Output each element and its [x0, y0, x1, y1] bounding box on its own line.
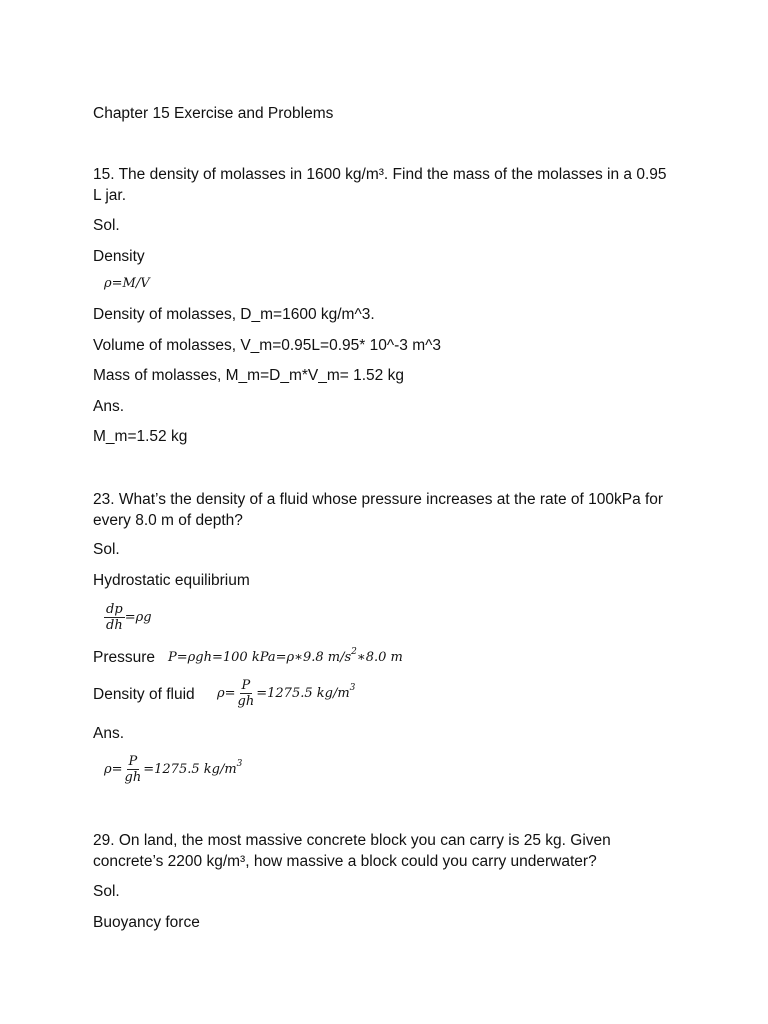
- hydrostatic-equation: [104, 602, 152, 633]
- density-formula: ρ=M/V: [104, 276, 150, 291]
- problem-23-answer-equation: [104, 754, 242, 785]
- density-eq-exponent: 3: [349, 683, 356, 693]
- pressure-label: Pressure: [93, 649, 156, 666]
- pressure-equation: [168, 647, 403, 665]
- pressure-eq-part-a: P=ρgh=100 kPa=ρ∗9.8 m/s: [168, 650, 352, 665]
- density-eq-rhs: =1275.5 kg/m: [256, 686, 350, 701]
- problem-23-heading: Hydrostatic equilibrium: [93, 572, 250, 589]
- problem-15-heading: Density: [93, 248, 145, 265]
- answer-eq-rhs: =1275.5 kg/m: [143, 762, 237, 777]
- fraction-denominator: dh: [106, 618, 123, 633]
- problem-29-sol-label: Sol.: [93, 883, 120, 900]
- fraction-denominator: gh: [124, 770, 142, 785]
- pressure-eq-part-b: ∗8.0 m: [356, 650, 403, 665]
- p-over-gh-fraction: [123, 754, 144, 785]
- fraction-denominator: gh: [237, 694, 255, 709]
- volume-of-molasses-line: Volume of molasses, V_m=0.95L=0.95* 10^-3 m^3: [93, 337, 441, 354]
- chapter-title: Chapter 15 Exercise and Problems: [93, 105, 334, 122]
- problem-15-sol-label: Sol.: [93, 217, 120, 234]
- pressure-eq-exponent: 2: [351, 647, 357, 657]
- mass-of-molasses-line: Mass of molasses, M_m=D_m*V_m= 1.52 kg: [93, 367, 404, 384]
- problem-29-question: 29. On land, the most massive concrete block you can carry is 25 kg. Given concrete’s 2200 kg/m³, how massive a block could you carry underwater?: [93, 832, 611, 870]
- answer-eq-lhs: ρ=: [104, 762, 123, 777]
- p-over-gh-fraction: [236, 678, 257, 709]
- density-of-fluid-equation: [217, 678, 355, 709]
- fraction-numerator: dp: [106, 602, 123, 617]
- problem-23-sol-label: Sol.: [93, 541, 120, 558]
- density-eq-lhs: ρ=: [217, 686, 236, 701]
- problem-15-question: 15. The density of molasses in 1600 kg/m³. Find the mass of the molasses in a 0.95 L jar.: [93, 166, 667, 204]
- problem-15-ans-label: Ans.: [93, 398, 125, 415]
- problem-15-answer: M_m=1.52 kg: [93, 428, 188, 445]
- dp-dh-fraction: [104, 602, 125, 633]
- equation-rhs: =ρg: [124, 610, 152, 625]
- problem-23-ans-label: Ans.: [93, 725, 125, 742]
- fraction-numerator: P: [241, 678, 251, 693]
- answer-eq-exponent: 3: [236, 759, 243, 769]
- density-of-fluid-label: Density of fluid: [93, 686, 195, 703]
- density-of-molasses-line: Density of molasses, D_m=1600 kg/m^3.: [93, 306, 375, 323]
- fraction-numerator: P: [128, 754, 138, 769]
- problem-23-question: 23. What’s the density of a fluid whose pressure increases at the rate of 100kPa for every 8.0 m of depth?: [93, 491, 664, 529]
- problem-29-heading: Buoyancy force: [93, 914, 200, 931]
